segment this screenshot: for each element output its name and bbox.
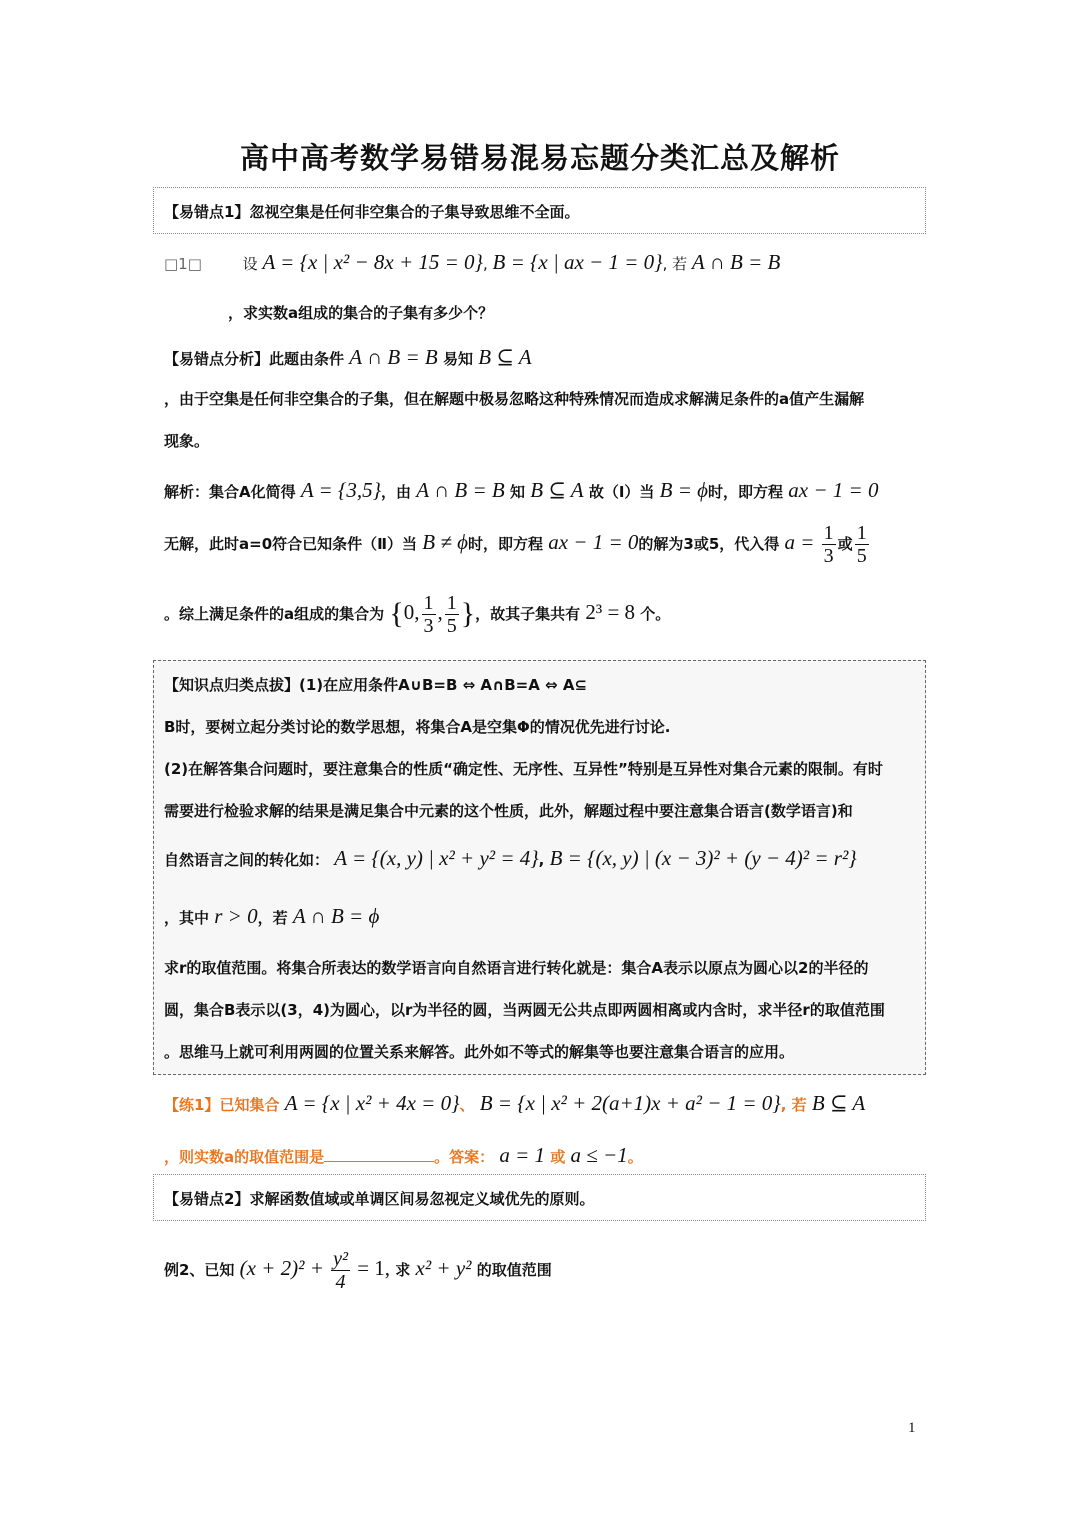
text: 的解为3或5，代入得 bbox=[638, 535, 780, 553]
text: 的取值范围 bbox=[476, 1261, 552, 1279]
math-expr: ax − 1 = 0 bbox=[548, 530, 639, 554]
text: ，故其子集共有 bbox=[475, 605, 581, 623]
math-expr: A = {x | x² + 4x = 0} bbox=[284, 1091, 460, 1115]
error-point-1 bbox=[164, 201, 579, 222]
analysis-line-3: 现象。 bbox=[164, 432, 210, 450]
math-expr: B = {x | x² + 2(a+1)x + a² − 1 = 0} bbox=[479, 1091, 781, 1115]
error-point-2-label: 【易错点2】 bbox=[164, 1190, 250, 1208]
math-expr: A = {3,5} bbox=[300, 478, 382, 502]
analysis-label: 【易错点分析】 bbox=[164, 350, 270, 368]
knowledge-line-4: 需要进行检验求解的结果是满足集合中元素的这个性质，此外，解题过程中要注意集合语言(数学语言)和 bbox=[164, 802, 853, 820]
text: 自然语言之间的转化如： bbox=[164, 851, 330, 869]
math-expr: 0, bbox=[403, 600, 420, 624]
math-expr: (x + 2)² + bbox=[239, 1256, 324, 1280]
text: 时，即方程 bbox=[467, 535, 543, 553]
knowledge-line-6 bbox=[164, 904, 379, 929]
text: 解析：集合A化简得 bbox=[164, 483, 296, 501]
page-number: 1 bbox=[908, 1420, 916, 1436]
knowledge-line-8: 圆，集合B表示以(3，4)为圆心，以r为半径的圆，当两圆无公共点即两圆相离或内含时，求半径r的取值范围 bbox=[164, 1001, 885, 1019]
math-expr: B = ϕ bbox=[659, 478, 709, 502]
practice-1-line-1 bbox=[164, 1091, 865, 1116]
text: 或 bbox=[550, 1148, 566, 1166]
math-expr: A ∩ B = B bbox=[349, 345, 438, 369]
math-expr: A ∩ B = ϕ bbox=[292, 904, 380, 928]
error-point-1-label: 【易错点1】 bbox=[164, 203, 250, 221]
fraction: $\frac{1}{3}$ bbox=[823, 522, 834, 567]
fraction: $\frac{1}{5}$ bbox=[856, 522, 867, 567]
error-point-2 bbox=[164, 1188, 594, 1209]
text: 或 bbox=[837, 535, 853, 553]
text: 时，即方程 bbox=[708, 483, 784, 501]
page-title: 高中高考数学易错易混易忘题分类汇总及解析 bbox=[239, 141, 840, 175]
fraction: $\frac{1}{5}$ bbox=[446, 592, 457, 637]
math-expr: B ≠ ϕ bbox=[422, 530, 468, 554]
math-expr: B = {(x, y) | (x − 3)² + (y − 4)² = r²} bbox=[549, 846, 857, 870]
error-point-2-text: 求解函数值域或单调区间易忽视定义域优先的原则。 bbox=[249, 1190, 595, 1208]
example-1-line-1 bbox=[164, 250, 780, 275]
text: 例2、已知 bbox=[164, 1261, 235, 1279]
text: (1)在应用条件A∪B=B ⇔ A∩B=A ⇔ A⊆ bbox=[299, 676, 587, 694]
math-expr: ax − 1 = 0 bbox=[788, 478, 879, 502]
solution-line-3: 。综上满足条件的a组成的集合为 {0, $\frac{1}{3}$ , $\frac{1}{5}$ }，故其子集共有 2³ = 8 个。 bbox=[164, 592, 671, 637]
example-1-question: ，求实数a组成的集合的子集有多少个？ bbox=[228, 304, 494, 322]
knowledge-line-7: 求r的取值范围。将集合所表达的数学语言向自然语言进行转化就是：集合A表示以原点为圆心以2的半径的 bbox=[164, 959, 869, 977]
text: 已知集合 bbox=[219, 1096, 280, 1114]
practice-label: 【练1】 bbox=[164, 1096, 220, 1114]
analysis-line-1 bbox=[164, 345, 532, 370]
answer-math: a ≤ −1 bbox=[570, 1143, 628, 1167]
text: 求 bbox=[395, 1261, 411, 1279]
math-expr: A = {(x, y) | x² + y² = 4} bbox=[334, 846, 539, 870]
knowledge-label: 【知识点归类点拔】 bbox=[164, 676, 300, 694]
text: ，若 bbox=[257, 909, 288, 927]
text: ，其中 bbox=[164, 909, 210, 927]
example-1-set-a: A = {x | x² − 8x + 15 = 0} bbox=[262, 250, 483, 274]
example-1-condition: A ∩ B = B bbox=[691, 250, 781, 274]
math-expr: r > 0 bbox=[214, 904, 258, 928]
separator: 、 bbox=[459, 1096, 475, 1114]
math-expr: B ⊆ A bbox=[530, 478, 584, 502]
knowledge-line-3: (2)在解答集合问题时，要注意集合的性质“确定性、无序性、互异性”特别是互异性对集合元素的限制。有时 bbox=[164, 760, 883, 778]
example-1-prefix: 设 bbox=[242, 255, 258, 273]
example-2-line bbox=[164, 1248, 552, 1293]
text: ，由 bbox=[381, 483, 412, 501]
text: 无解，此时a=0符合已知条件（Ⅱ）当 bbox=[164, 535, 418, 553]
fraction: $\frac{1}{3}$ bbox=[423, 592, 434, 637]
solution-line-2 bbox=[164, 522, 871, 567]
text: , 若 bbox=[780, 1096, 807, 1114]
fraction: $\frac{\text{y²}}{4}$ bbox=[333, 1248, 348, 1293]
text: ，则实数a的取值范围是 bbox=[164, 1148, 325, 1166]
text: 个。 bbox=[640, 605, 671, 623]
math-expr: a = bbox=[784, 530, 815, 554]
text: 。综上满足条件的a组成的集合为 bbox=[164, 605, 385, 623]
knowledge-line-1 bbox=[164, 674, 587, 695]
analysis-text: 易知 bbox=[442, 350, 473, 368]
knowledge-line-2: B时，要树立起分类讨论的数学思想，将集合A是空集Φ的情况优先进行讨论. bbox=[164, 718, 671, 736]
analysis-text: 此题由条件 bbox=[269, 350, 345, 368]
math-expr: x² + y² bbox=[415, 1256, 472, 1280]
brace-open: { bbox=[389, 597, 404, 630]
solution-line-1 bbox=[164, 478, 878, 503]
example-1-number: □1□ bbox=[164, 255, 202, 273]
math-expr: = 1, bbox=[357, 1256, 391, 1280]
math-expr: B ⊆ A bbox=[478, 345, 532, 369]
knowledge-line-5: 自然语言之间的转化如： A = {(x, y) | x² + y² = 4}, B = {(x, y) | (x − 3)² + (y − 4)² = r²} bbox=[164, 846, 857, 870]
separator: , bbox=[482, 255, 488, 273]
text: 故（Ⅰ）当 bbox=[588, 483, 655, 501]
answer-blank bbox=[324, 1147, 434, 1162]
math-expr: 2³ = 8 bbox=[585, 600, 636, 624]
text: 。 bbox=[627, 1148, 643, 1166]
analysis-line-2: ，由于空集是任何非空集合的子集，但在解题中极易忽略这种特殊情况而造成求解满足条件的a值产生漏解 bbox=[164, 390, 865, 408]
condition-prefix: , 若 bbox=[662, 255, 688, 273]
brace-close: } bbox=[460, 597, 476, 630]
knowledge-line-9: 。思维马上就可利用两圆的位置关系来解答。此外如不等式的解集等也要注意集合语言的应用。 bbox=[164, 1043, 795, 1061]
example-1-set-b: B = {x | ax − 1 = 0} bbox=[492, 250, 663, 274]
practice-1-line-2 bbox=[164, 1143, 643, 1168]
math-expr: B ⊆ A bbox=[811, 1091, 866, 1115]
text: 。答案： bbox=[434, 1148, 495, 1166]
answer-math: a = 1 bbox=[499, 1143, 546, 1167]
error-point-1-text: 忽视空集是任何非空集合的子集导致思维不全面。 bbox=[249, 203, 580, 221]
text: 知 bbox=[509, 483, 525, 501]
math-expr: A ∩ B = B bbox=[416, 478, 505, 502]
